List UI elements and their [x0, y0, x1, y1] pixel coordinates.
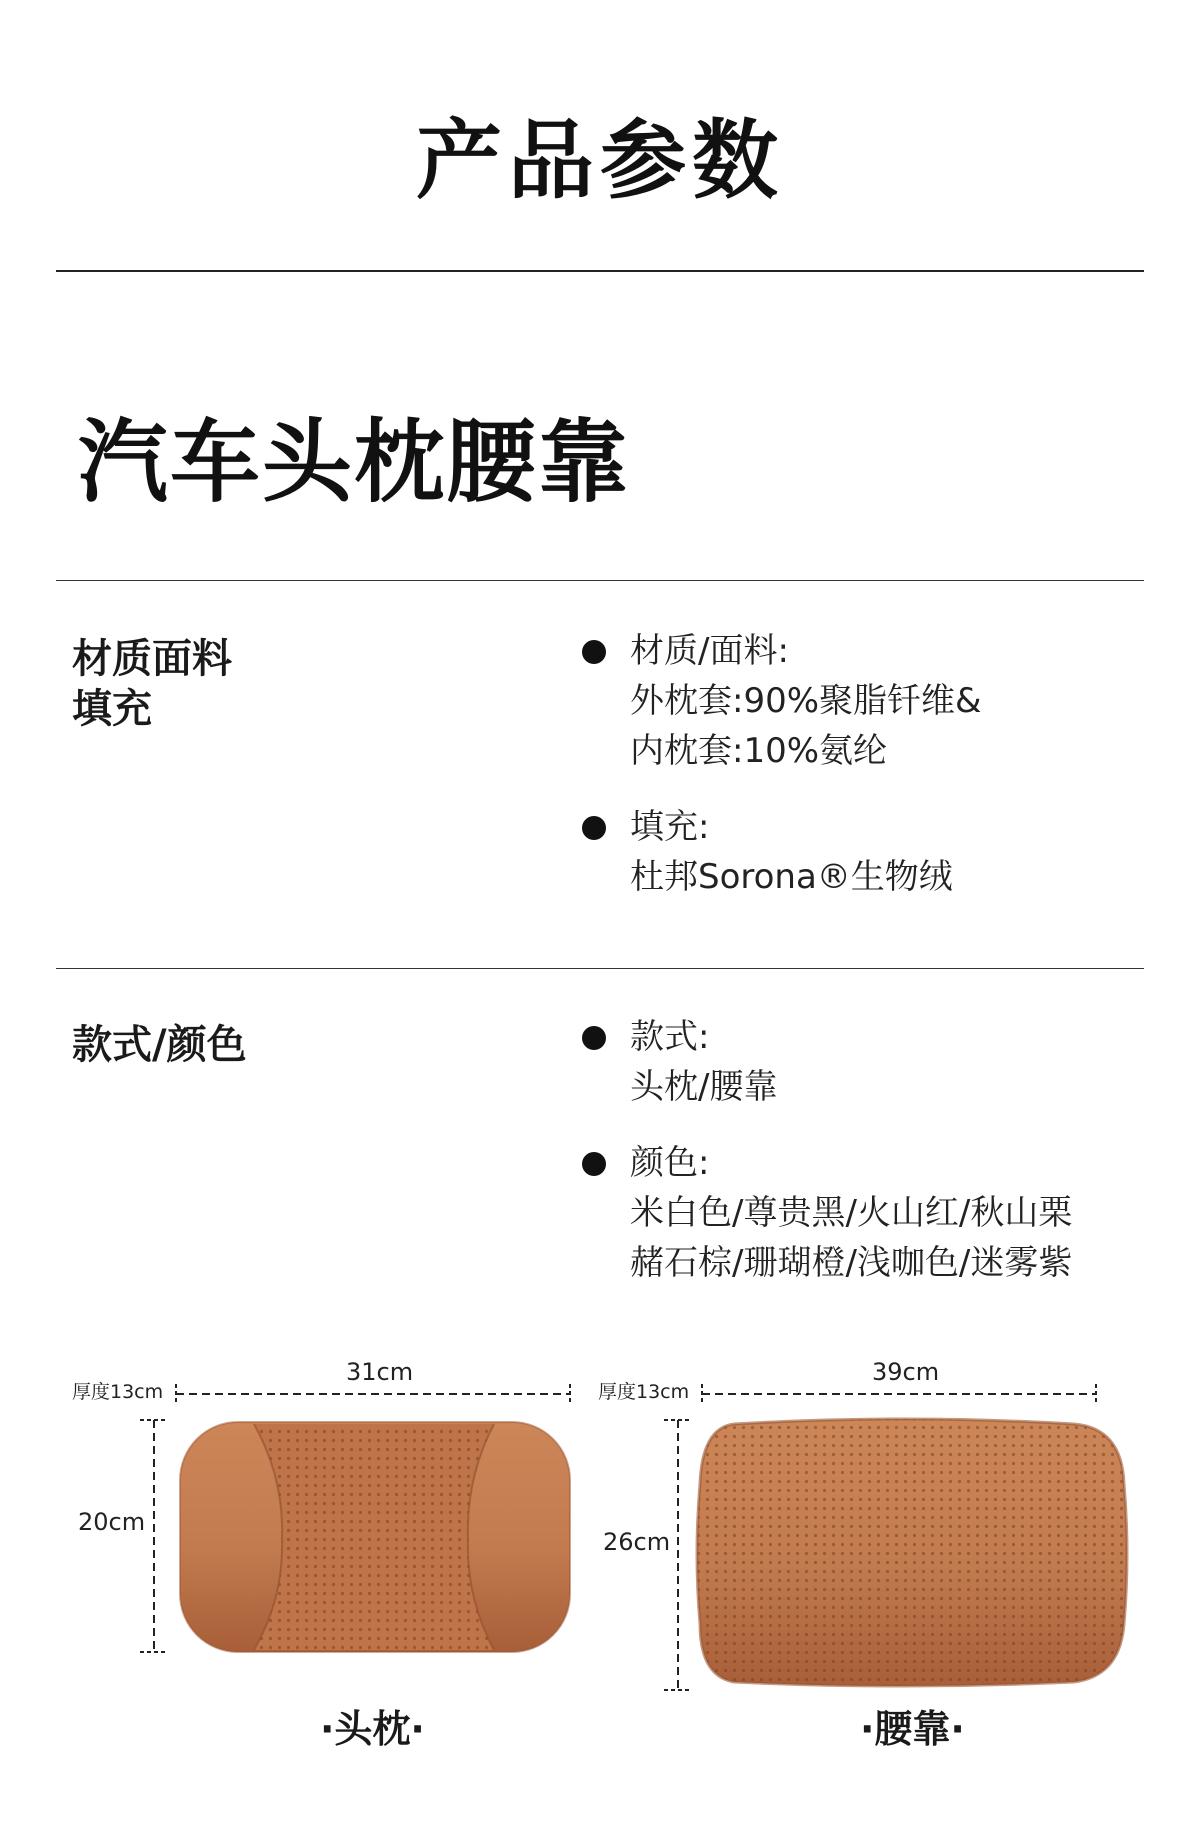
material-spec-list: [582, 626, 1142, 928]
spec-item-filling: [582, 802, 1142, 902]
style-spec-list: [582, 1012, 1142, 1314]
spec-item-style: [582, 1012, 1142, 1112]
spec-heading: 填充:: [630, 807, 710, 847]
spec-heading: 材质/面料:: [630, 631, 789, 671]
headrest-thickness-label: 厚度13cm: [72, 1381, 164, 1403]
dimensions-area: [0, 1340, 1200, 1760]
header-divider: [56, 270, 1144, 272]
material-label-line2: 填充: [72, 686, 152, 732]
lumbar-height-label: 26cm: [603, 1528, 671, 1556]
product-name: 汽车头枕腰靠: [78, 410, 630, 515]
style-section-label: 款式/颜色: [72, 1022, 247, 1068]
lumbar-width-label: 39cm: [872, 1358, 940, 1386]
spec-heading: 款式:: [630, 1017, 710, 1057]
spec-item-material: [582, 626, 1142, 776]
spec-line: 外枕套:90%聚脂钎维&: [630, 681, 982, 721]
spec-line: 米白色/尊贵黑/火山红/秋山栗: [630, 1193, 1073, 1233]
headrest-height-label: 20cm: [78, 1508, 146, 1536]
spec-line: 赭石棕/珊瑚橙/浅咖色/迷雾紫: [630, 1243, 1073, 1283]
lumbar-thickness-label: 厚度13cm: [598, 1381, 690, 1403]
bullet-dot-icon: [582, 640, 606, 664]
material-divider: [56, 968, 1144, 969]
headrest-pillow-image: [176, 1418, 576, 1658]
headrest-width-label: 31cm: [346, 1358, 414, 1386]
material-section-label: [72, 634, 232, 734]
spec-item-color: [582, 1138, 1142, 1288]
spec-line: 内枕套:10%氨纶: [630, 731, 888, 771]
material-label-line1: 材质面料: [72, 636, 232, 682]
bullet-dot-icon: [582, 816, 606, 840]
bullet-dot-icon: [582, 1026, 606, 1050]
spec-heading: 颜色:: [630, 1143, 710, 1183]
page-title: 产品参数: [416, 111, 784, 211]
spec-line: 杜邦Sorona®生物绒: [630, 857, 953, 897]
spec-line: 头枕/腰靠: [630, 1067, 778, 1107]
bullet-dot-icon: [582, 1152, 606, 1176]
lumbar-caption: ·腰靠·: [860, 1707, 965, 1751]
product-divider: [56, 580, 1144, 581]
lumbar-pillow-image: [694, 1414, 1134, 1694]
headrest-caption: ·头枕·: [320, 1707, 425, 1751]
